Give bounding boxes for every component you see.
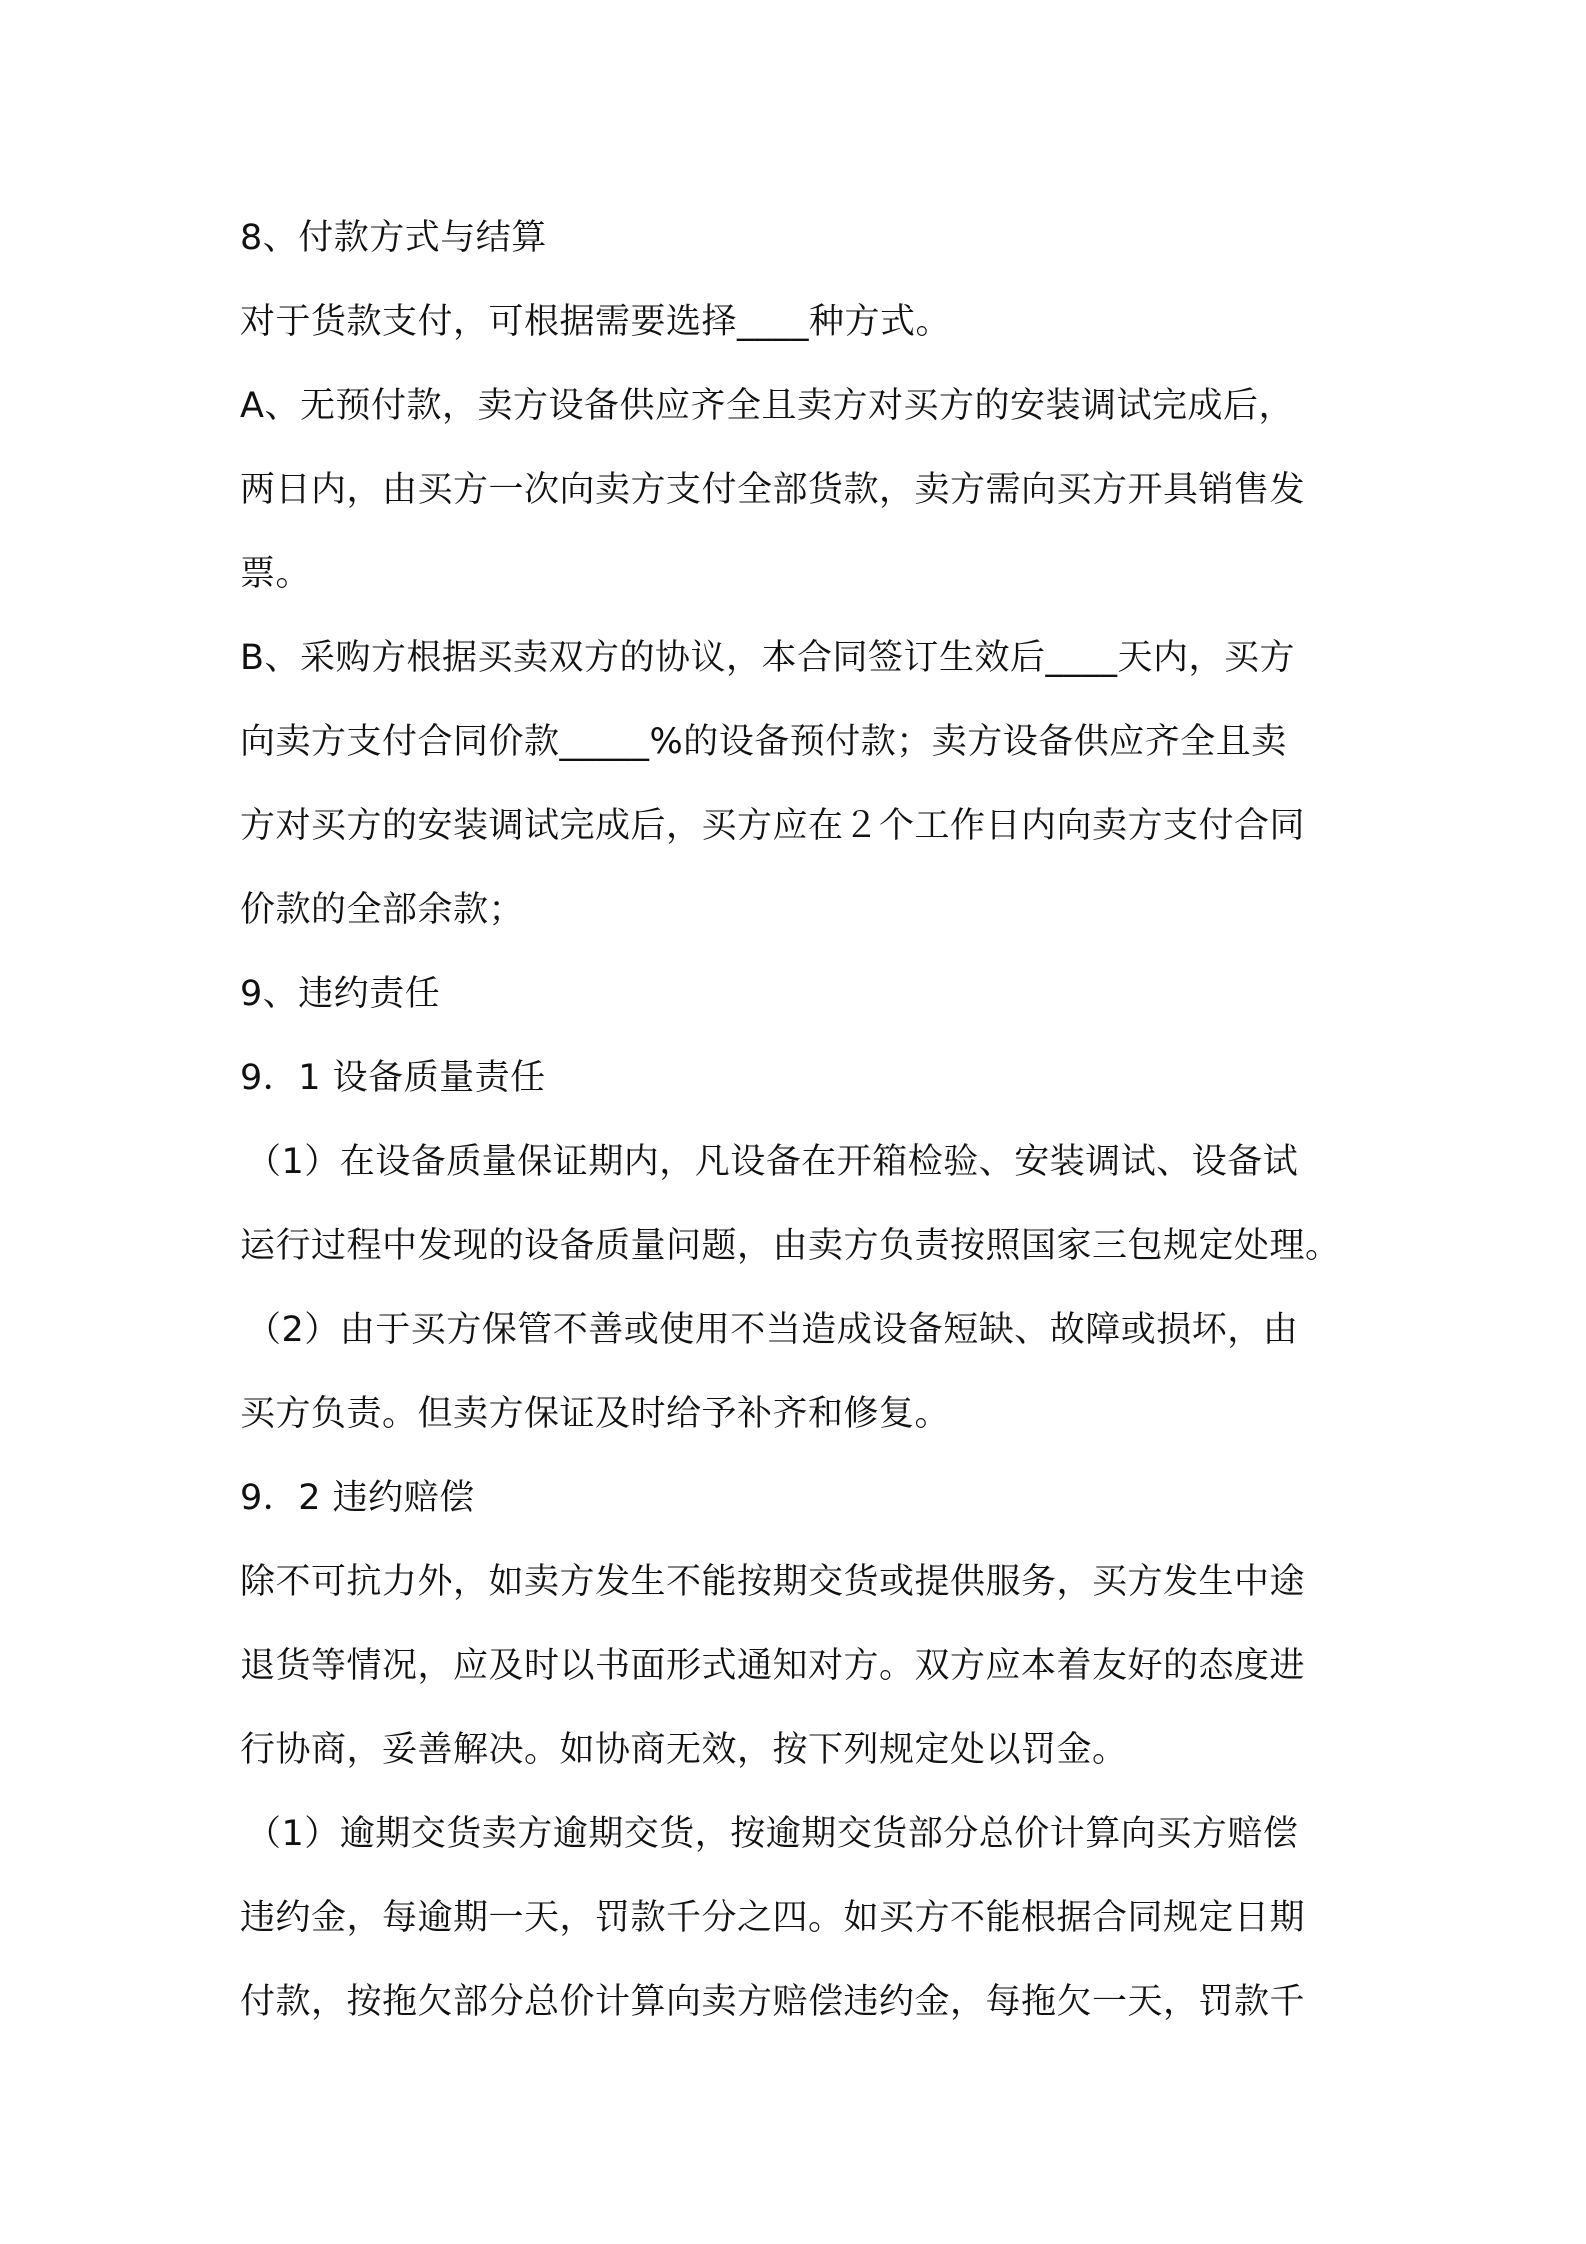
- clause-line: （1）在设备质量保证期内，凡设备在开箱检验、安装调试、设备试: [246, 1142, 1299, 1182]
- paragraph-line: 付款，按拖欠部分总价计算向卖方赔偿违约金，每拖欠一天，罚款千: [240, 1982, 1306, 2022]
- paragraph-line: 行协商，妥善解决。如协商无效，按下列规定处以罚金。: [240, 1730, 1128, 1770]
- subsection-heading-quality: 9．1 设备质量责任: [240, 1058, 546, 1098]
- section-heading-payment: 8、付款方式与结算: [240, 218, 547, 258]
- paragraph-line: 票。: [240, 554, 312, 594]
- paragraph-line: 方对买方的安装调试完成后，买方应在２个工作日内向卖方支付合同: [240, 806, 1306, 846]
- document-body: [240, 196, 1390, 2044]
- option-b-line: B、采购方根据买卖双方的协议，本合同签订生效后____天内，买方: [240, 638, 1296, 678]
- section-heading-liability: 9、违约责任: [240, 974, 441, 1014]
- paragraph-line: 除不可抗力外，如卖方发生不能按期交货或提供服务，买方发生中途: [240, 1562, 1306, 1602]
- option-a-line: A、无预付款，卖方设备供应齐全且卖方对买方的安装调试完成后，: [240, 386, 1294, 426]
- paragraph-line: 退货等情况，应及时以书面形式通知对方。双方应本着友好的态度进: [240, 1646, 1306, 1686]
- clause-line: （1）逾期交货卖方逾期交货，按逾期交货部分总价计算向买方赔偿: [246, 1814, 1299, 1854]
- paragraph-line: 违约金，每逾期一天，罚款千分之四。如买方不能根据合同规定日期: [240, 1898, 1306, 1938]
- paragraph-line: 运行过程中发现的设备质量问题，由卖方负责按照国家三包规定处理。: [240, 1226, 1341, 1266]
- paragraph-line: 价款的全部余款；: [240, 890, 525, 930]
- paragraph-line: 两日内，由买方一次向卖方支付全部货款，卖方需向买方开具销售发: [240, 470, 1306, 510]
- clause-line: （2）由于买方保管不善或使用不当造成设备短缺、故障或损坏，由: [246, 1310, 1299, 1350]
- paragraph-line: 对于货款支付，可根据需要选择____种方式。: [240, 302, 952, 342]
- paragraph-line: 向卖方支付合同价款_____%的设备预付款；卖方设备供应齐全且卖: [240, 722, 1287, 762]
- subsection-heading-compensation: 9．2 违约赔偿: [240, 1478, 475, 1518]
- paragraph-line: 买方负责。但卖方保证及时给予补齐和修复。: [240, 1394, 951, 1434]
